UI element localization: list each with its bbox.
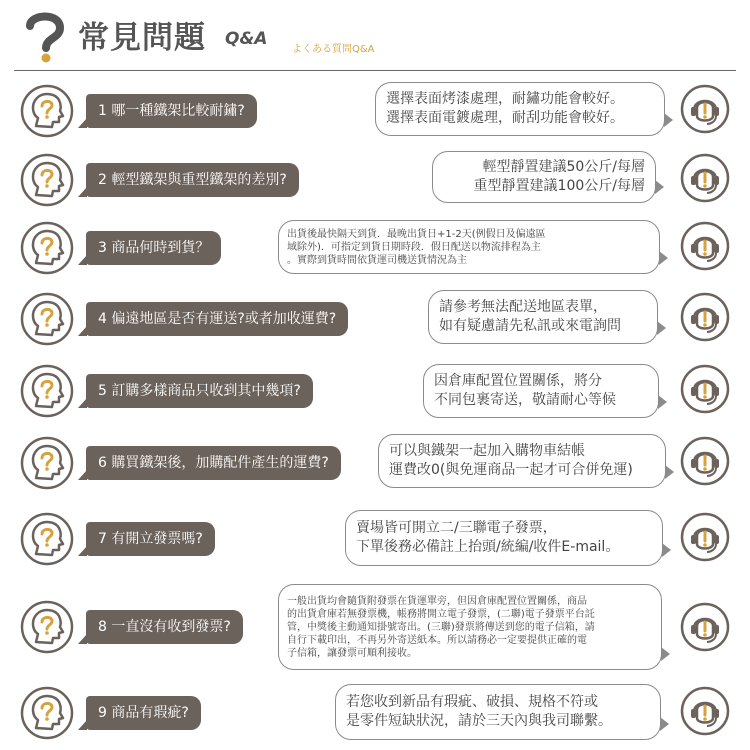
- faq-answer: 輕型靜置建議50公斤/每層 重型靜置建議100公斤/每層: [432, 151, 656, 203]
- faq-question: 1 哪一種鐵架比較耐鏽?: [86, 94, 257, 128]
- faq-answer: 一般出貨均會隨貨附發票在貨運單旁，但因倉庫配置位置關係，商品 的出貨倉庫若無發票機，帳務將開立電子發票，(二聯)電子發票平台託 管，中獎後主動通知掛號寄出。(三聯)發票將傳送到您的電子信箱，請 自行下載印出，不再另外寄送紙本。所以請務必一定要提供正確的電 子信箱，讓發票可順利接收。: [278, 584, 662, 670]
- exclamation-head-icon: [680, 436, 730, 486]
- exclamation-head-icon: [680, 364, 730, 414]
- question-head-icon: [20, 512, 74, 566]
- exclamation-head-icon: [680, 84, 730, 134]
- faq-question: 9 商品有瑕疵?: [86, 696, 201, 730]
- faq-item: [0, 430, 750, 496]
- question-head-icon: [20, 436, 74, 490]
- page-title: 常見問題: [78, 20, 206, 56]
- question-head-icon: [20, 153, 74, 207]
- faq-question: 2 輕型鐵架與重型鐵架的差別?: [86, 163, 299, 197]
- faq-item: [0, 216, 750, 280]
- faq-answer: 選擇表面烤漆處理，耐鏽功能會較好。 選擇表面電鍍處理，耐刮功能會較好。: [375, 82, 665, 136]
- exclamation-head-icon: [680, 153, 730, 203]
- exclamation-head-icon: [680, 602, 730, 652]
- faq-item: [0, 358, 750, 424]
- faq-item: [0, 506, 750, 572]
- faq-item: [0, 680, 750, 746]
- faq-question: 5 訂購多樣商品只收到其中幾項?: [86, 374, 313, 408]
- question-head-icon: [20, 84, 74, 138]
- question-head-icon: [20, 364, 74, 418]
- question-head-icon: [20, 686, 74, 740]
- faq-question: 6 購買鐵架後，加購配件產生的運費?: [86, 446, 341, 480]
- faq-answer: 請參考無法配送地區表單， 如有疑慮請先私訊或來電詢問: [428, 290, 658, 344]
- question-head-icon: [20, 221, 74, 275]
- faq-item: [0, 148, 750, 212]
- question-head-icon: [20, 292, 74, 346]
- page-subtitle: よくある質問Q&A: [292, 44, 375, 55]
- faq-question: 8 一直沒有收到發票?: [86, 610, 243, 644]
- faq-item: [0, 582, 750, 674]
- faq-answer: 出貨後最快隔天到貨．最晚出貨日+1-2天(例假日及偏遠區 域除外)．可指定到貨日期時段．假日配送以物流排程為主 。實際到貨時間依貨運司機送貨情況為主: [278, 220, 660, 274]
- exclamation-head-icon: [680, 292, 730, 342]
- faq-question: 7 有開立發票嗎?: [86, 522, 215, 556]
- question-mark-logo-icon: [22, 8, 68, 64]
- faq-answer: 賣場皆可開立二/三聯電子發票， 下單後務必備註上抬頭/統編/收件E-mail。: [345, 510, 663, 566]
- faq-answer: 可以與鐵架一起加入購物車結帳 運費改0(與免運商品一起才可合併免運): [378, 434, 666, 488]
- exclamation-head-icon: [680, 512, 730, 562]
- page-header: [0, 0, 750, 72]
- faq-item: [0, 286, 750, 352]
- faq-item: [0, 78, 750, 144]
- exclamation-head-icon: [680, 686, 730, 736]
- page-title-qa: Q&A: [225, 29, 268, 49]
- faq-question: 3 商品何時到貨？: [86, 231, 221, 265]
- faq-answer: 若您收到新品有瑕疵、破損、規格不符或 是零件短缺狀況，請於三天內與我司聯繫。: [335, 684, 661, 740]
- faq-question: 4 偏遠地區是否有運送?或者加收運費?: [86, 302, 348, 336]
- faq-answer: 因倉庫配置位置關係，將分 不同包裹寄送，敬請耐心等候: [423, 364, 659, 418]
- question-head-icon: [20, 600, 74, 654]
- header-divider: [14, 70, 736, 71]
- exclamation-head-icon: [680, 221, 730, 271]
